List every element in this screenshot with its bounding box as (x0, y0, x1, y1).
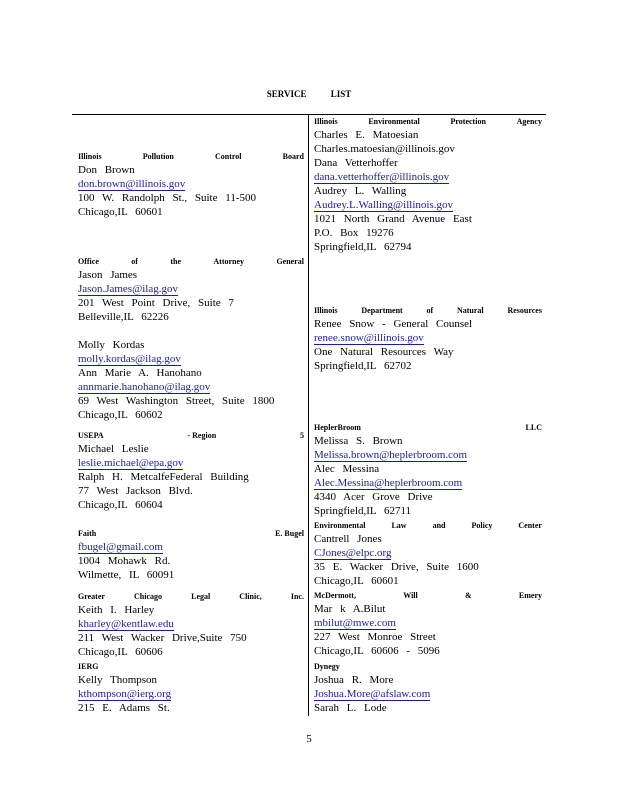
email-line (78, 540, 304, 554)
address-line: 4340 Acer Grove Drive (314, 491, 433, 503)
address-line: Belleville,IL 62226 (78, 311, 169, 323)
organization-word: Illinois (314, 117, 338, 126)
organization-word: 5 (300, 431, 304, 440)
email-line (314, 448, 542, 462)
organization-word: Emery (518, 591, 542, 600)
email-line (314, 476, 542, 490)
page-title: SERVICE LIST (266, 89, 352, 99)
email-link[interactable]: Audrey.L.Walling@illinois.gov (314, 199, 453, 211)
email-line (78, 617, 304, 631)
column-divider (308, 114, 309, 716)
address-line: Don Brown (78, 164, 135, 176)
address-line: Chicago,IL 60601 (78, 206, 163, 218)
organization-word: and (432, 521, 446, 530)
address-line: One Natural Resources Way (314, 346, 454, 358)
organization-word: Protection (450, 117, 486, 126)
address-line: Chicago,IL 60602 (78, 409, 163, 421)
address-line: Charles E. Matoesian (314, 129, 419, 141)
address-line: Melissa S. Brown (314, 435, 403, 447)
address-line: 1021 North Grand Avenue East (314, 213, 472, 225)
organization-word: E. Bugel (275, 529, 304, 538)
organization-name (314, 661, 542, 673)
organization-word: USEPA (78, 431, 104, 440)
header-divider (72, 114, 546, 115)
email-line (314, 546, 542, 560)
contact-block (314, 116, 542, 254)
contact-block (314, 590, 542, 658)
address-line: Cantrell Jones (314, 533, 382, 545)
organization-word: Resources (507, 306, 542, 315)
address-line: Springfield,IL 62702 (314, 360, 412, 372)
organization-name (78, 661, 304, 673)
organization-word: McDermott, (314, 591, 356, 600)
email-link[interactable]: fbugel@gmail.com (78, 541, 163, 553)
address-line: Keith I. Harley (78, 604, 155, 616)
contact-block (78, 338, 304, 422)
organization-word: the (170, 257, 181, 266)
email-link[interactable]: mbilut@mwe.com (314, 617, 396, 629)
address-line: Alec Messina (314, 463, 380, 475)
contact-block (314, 661, 542, 715)
organization-word: Law (391, 521, 407, 530)
email-link[interactable]: Jason.James@ilag.gov (78, 283, 178, 295)
email-link[interactable]: dana.vetterhoffer@illinois.gov (314, 171, 450, 183)
organization-name (314, 590, 542, 602)
organization-word: Clinic, (239, 592, 262, 601)
organization-word: of (426, 306, 434, 315)
organization-name (314, 520, 542, 532)
address-line: Chicago,IL 60601 (314, 575, 399, 587)
organization-name (314, 305, 542, 317)
organization-word: Agency (516, 117, 542, 126)
organization-word: Natural (456, 306, 484, 315)
organization-word: Dynegy (314, 662, 340, 671)
address-line: Ralph H. MetcalfeFederal Building (78, 471, 249, 483)
email-line (314, 170, 542, 184)
address-line: Chicago,IL 60604 (78, 499, 163, 511)
contact-block (314, 422, 542, 518)
organization-word: HeplerBroom (314, 423, 361, 432)
address-line: P.O. Box 19276 (314, 227, 394, 239)
organization-word: Center (518, 521, 542, 530)
contact-block (78, 528, 304, 582)
address-line: Jason James (78, 269, 138, 281)
address-line: 77 West Jackson Blvd. (78, 485, 193, 497)
email-link[interactable]: molly.kordas@ilag.gov (78, 353, 181, 365)
organization-word: IERG (78, 662, 99, 671)
organization-word: Pollution (142, 152, 174, 161)
organization-word: General (276, 257, 304, 266)
address-line: 1004 Mohawk Rd. (78, 555, 171, 567)
email-link[interactable]: CJones@elpc.org (314, 547, 392, 559)
address-line: 201 West Point Drive, Suite 7 (78, 297, 234, 309)
email-line (78, 380, 304, 394)
page-number: 5 (306, 733, 312, 745)
address-line: 211 West Wacker Drive,Suite 750 (78, 632, 247, 644)
address-line: Ann Marie A. Hanohano (78, 367, 202, 379)
organization-name (314, 422, 542, 434)
address-line: 215 E. Adams St. (78, 702, 170, 714)
email-link[interactable]: Melissa.brown@heplerbroom.com (314, 449, 468, 461)
organization-name (78, 591, 304, 603)
organization-word: LLC (525, 423, 542, 432)
organization-word: Chicago (134, 592, 163, 601)
email-line (314, 687, 542, 701)
email-line (314, 616, 542, 630)
organization-name (78, 528, 304, 540)
organization-name (78, 256, 304, 268)
email-line (78, 352, 304, 366)
organization-word: Environmental (314, 521, 366, 530)
address-line: Springfield,IL 62711 (314, 505, 412, 517)
organization-word: Office (78, 257, 99, 266)
contact-block (78, 591, 304, 659)
organization-word: Department (361, 306, 403, 315)
email-link[interactable]: annmarie.hanohano@ilag.gov (78, 381, 211, 393)
email-line (78, 687, 304, 701)
address-line: Mar k A.Bilut (314, 603, 386, 615)
address-line: 227 West Monroe Street (314, 631, 436, 643)
organization-name (314, 116, 542, 128)
email-link[interactable]: don.brown@illinois.gov (78, 178, 186, 190)
organization-word: & (464, 591, 472, 600)
organization-word: Inc. (290, 592, 304, 601)
email-link[interactable]: Alec.Messina@heplerbroom.com (314, 477, 463, 489)
contact-block (314, 305, 542, 373)
address-line: Michael Leslie (78, 443, 149, 455)
address-line: 100 W. Randolph St., Suite 11-500 (78, 192, 256, 204)
organization-word: Greater (78, 592, 105, 601)
address-line: 69 West Washington Street, Suite 1800 (78, 395, 275, 407)
organization-word: Illinois (314, 306, 338, 315)
organization-word: Policy (471, 521, 493, 530)
organization-word: Will (403, 591, 418, 600)
organization-word: of (131, 257, 138, 266)
email-link[interactable]: Joshua.More@afslaw.com (314, 688, 431, 700)
address-line: Springfield,IL 62794 (314, 241, 412, 253)
address-line: Kelly Thompson (78, 674, 158, 686)
organization-word: Illinois (78, 152, 102, 161)
address-line: Audrey L. Walling (314, 185, 407, 197)
email-link[interactable]: renee.snow@illinois.gov (314, 332, 424, 344)
organization-name (78, 430, 304, 442)
address-line: Molly Kordas (78, 339, 145, 351)
email-line (78, 282, 304, 296)
contact-block (78, 661, 304, 715)
address-line: Chicago,IL 60606 (78, 646, 163, 658)
address-line: Dana Vetterhoffer (314, 157, 398, 169)
organization-word: Environmental (368, 117, 420, 126)
address-line: Renee Snow - General Counsel (314, 318, 473, 330)
address-line: 35 E. Wacker Drive, Suite 1600 (314, 561, 479, 573)
email-link[interactable]: kharley@kentlaw.edu (78, 618, 174, 630)
contact-block (314, 520, 542, 588)
address-line: Sarah L. Lode (314, 702, 387, 714)
organization-word: Attorney (213, 257, 245, 266)
email-line (78, 456, 304, 470)
organization-word: - Region (187, 431, 217, 440)
email-link[interactable]: leslie.michael@epa.gov (78, 457, 184, 469)
contact-block (78, 256, 304, 324)
contact-block (78, 151, 304, 219)
address-line: Joshua R. More (314, 674, 394, 686)
address-line: Charles.matoesian@illinois.gov (314, 143, 455, 155)
address-line: Chicago,IL 60606 - 5096 (314, 645, 440, 657)
address-line: Wilmette, IL 60091 (78, 569, 175, 581)
email-link[interactable]: kthompson@ierg.org (78, 688, 172, 700)
organization-word: Board (282, 152, 304, 161)
email-line (314, 331, 542, 345)
organization-word: Faith (78, 529, 97, 538)
contact-block (78, 430, 304, 512)
organization-name (78, 151, 304, 163)
email-line (78, 177, 304, 191)
organization-word: Control (214, 152, 242, 161)
organization-word: Legal (191, 592, 211, 601)
email-line (314, 198, 542, 212)
